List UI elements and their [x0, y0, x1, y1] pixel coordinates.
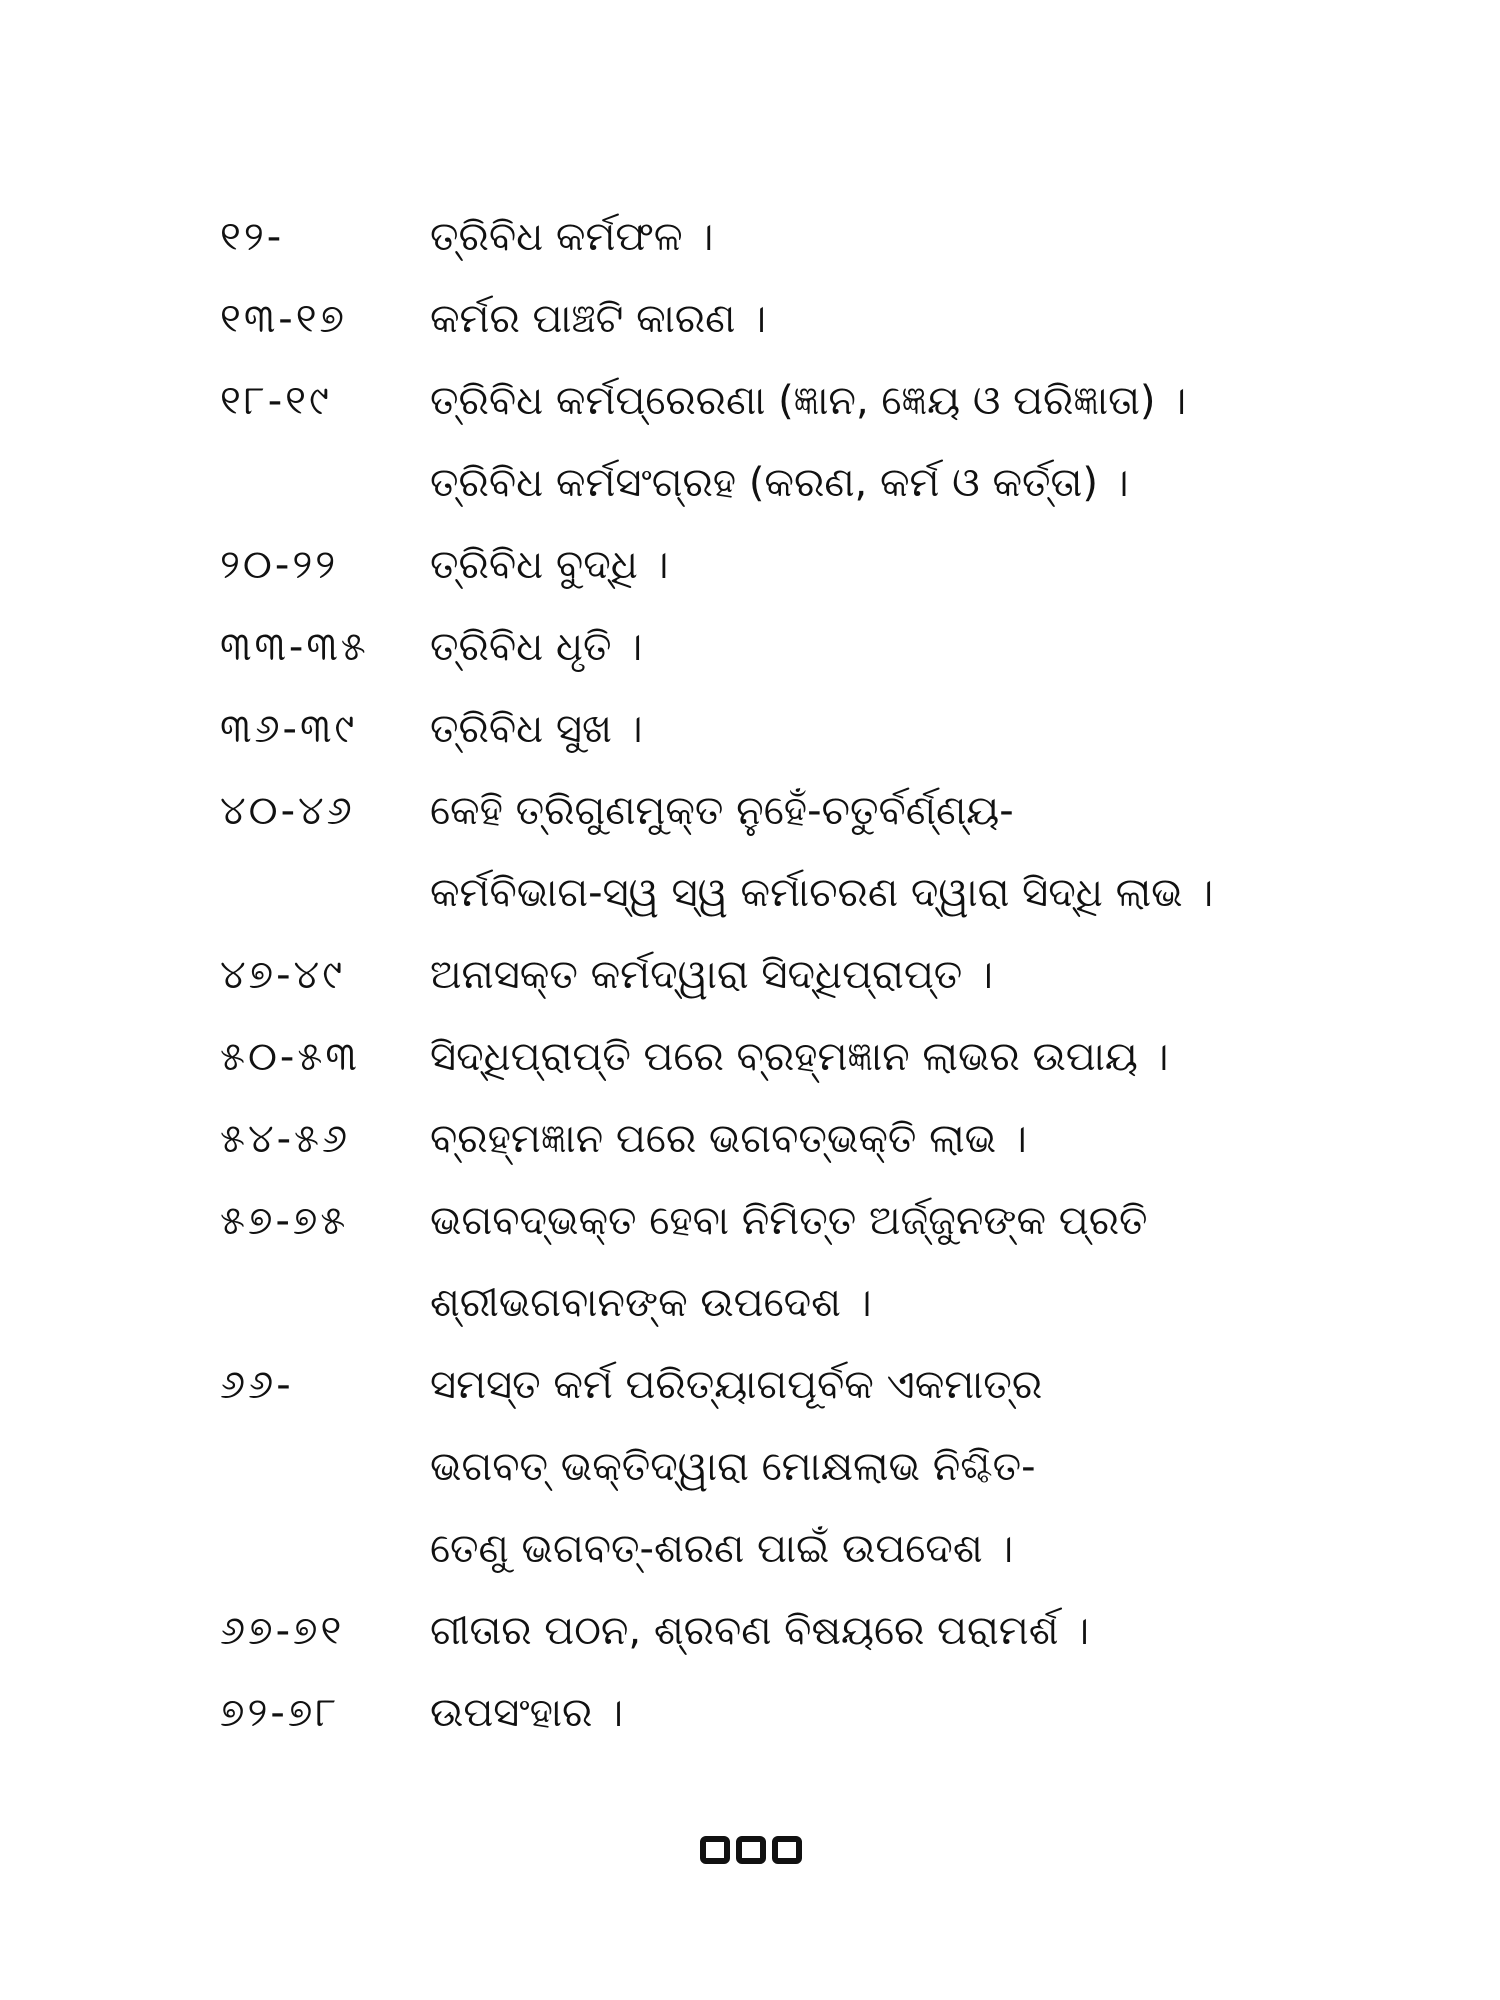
topic-text: କର୍ମବିଭାଗ-ସ୍ୱ ସ୍ୱ କର୍ମାଚରଣ ଦ୍ୱାରା ସିଦ୍ଧି ଲାଭ । — [430, 870, 1214, 916]
list-item — [220, 1344, 1420, 1426]
box-icon — [736, 1836, 766, 1864]
topic-text: ବ୍ରହ୍ମଜ୍ଞାନ ପରେ ଭଗବତ୍‌ଭକ୍ତି ଲାଭ । — [430, 1116, 1027, 1162]
topic-text: ସମସ୍ତ କର୍ମ ପରିତ୍ୟାଗପୂର୍ବକ ଏକମାତ୍ର — [430, 1362, 1043, 1408]
topic-text: ଶ୍ରୀଭଗବାନଙ୍କ ଉପଦେଶ । — [430, 1280, 872, 1326]
topic-text: ଉପସଂହାର । — [430, 1690, 624, 1736]
verse-number: ୫୭-୭୫ — [220, 1198, 349, 1244]
verse-number: ୧୨- — [220, 214, 285, 260]
list-item — [220, 278, 1420, 360]
box-icon — [700, 1836, 730, 1864]
list-item — [220, 1508, 1420, 1590]
list-item — [220, 196, 1420, 278]
list-item — [220, 1098, 1420, 1180]
list-item — [220, 1180, 1420, 1262]
list-item — [220, 1426, 1420, 1508]
list-item — [220, 770, 1420, 852]
three-boxes-end-mark-icon — [700, 1836, 802, 1864]
list-item — [220, 688, 1420, 770]
box-icon — [772, 1836, 802, 1864]
verse-number: ୬୬- — [220, 1362, 294, 1408]
topic-text: ଭଗବଦ୍‌ଭକ୍ତ ହେବା ନିମିତ୍ତ ଅର୍ଜ୍ଜୁନଙ୍କ ପ୍ରତି — [430, 1198, 1148, 1244]
verse-number: ୨୦-୨୨ — [220, 542, 339, 588]
topic-text: ତ୍ରିବିଧ କର୍ମଫଳ । — [430, 214, 714, 260]
topic-text: ତ୍ରିବିଧ ସୁଖ । — [430, 706, 643, 752]
verse-number: ୪୭-୪୯ — [220, 952, 346, 998]
topic-text: ଗୀତାର ପଠନ, ଶ୍ରବଣ ବିଷୟରେ ପରାମର୍ଶ । — [430, 1608, 1090, 1654]
topic-text: ତ୍ରିବିଧ ଧୃତି । — [430, 624, 643, 670]
topic-text: ତ୍ରିବିଧ ବୁଦ୍ଧି । — [430, 542, 669, 588]
list-item — [220, 934, 1420, 1016]
verse-number: ୧୩-୧୭ — [220, 296, 348, 342]
verse-number: ୧୮-୧୯ — [220, 378, 332, 424]
verse-number: ୩୩-୩୫ — [220, 624, 369, 670]
list-item — [220, 524, 1420, 606]
list-item — [220, 1590, 1420, 1672]
list-item — [220, 606, 1420, 688]
topic-text: ତ୍ରିବିଧ କର୍ମସଂଗ୍ରହ (କରଣ, କର୍ମ ଓ କର୍ତ୍ତା) । — [430, 460, 1129, 506]
table-of-contents — [220, 196, 1420, 1754]
verse-number: ୭୨-୭୮ — [220, 1690, 340, 1736]
verse-number: ୫୪-୫୬ — [220, 1116, 351, 1162]
list-item — [220, 1262, 1420, 1344]
list-item — [220, 852, 1420, 934]
topic-text: ତ୍ରିବିଧ କର୍ମପ୍ରେରଣା (ଜ୍ଞାନ, ଜ୍ଞେୟ ଓ ପରିଜ୍ଞାତା) । — [430, 378, 1187, 424]
verse-number: ୫୦-୫୩ — [220, 1034, 360, 1080]
verse-number: ୪୦-୪୬ — [220, 788, 355, 834]
list-item — [220, 360, 1420, 442]
verse-number: ୬୭-୭୧ — [220, 1608, 345, 1654]
list-item — [220, 442, 1420, 524]
list-item — [220, 1016, 1420, 1098]
list-item — [220, 1672, 1420, 1754]
topic-text: ସିଦ୍ଧିପ୍ରାପ୍ତି ପରେ ବ୍ରହ୍ମଜ୍ଞାନ ଲାଭର ଉପାୟ । — [430, 1034, 1169, 1080]
topic-text: ତେଣୁ ଭଗବତ୍-ଶରଣ ପାଇଁ ଉପଦେଶ । — [430, 1526, 1014, 1572]
topic-text: ଭଗବତ୍ ଭକ୍ତିଦ୍ୱାରା ମୋକ୍ଷଲାଭ ନିଶ୍ଚିତ- — [430, 1444, 1036, 1490]
topic-text: କେହି ତ୍ରିଗୁଣମୁକ୍ତ ନୁହେଁ-ଚତୁର୍ବର୍ଣ୍ଣ୍ୟ- — [430, 788, 1014, 834]
topic-text: ଅନାସକ୍ତ କର୍ମଦ୍ୱାରା ସିଦ୍ଧିପ୍ରାପ୍ତ । — [430, 952, 993, 998]
topic-text: କର୍ମର ପାଞ୍ଚଟି କାରଣ । — [430, 296, 767, 342]
verse-number: ୩୬-୩୯ — [220, 706, 358, 752]
